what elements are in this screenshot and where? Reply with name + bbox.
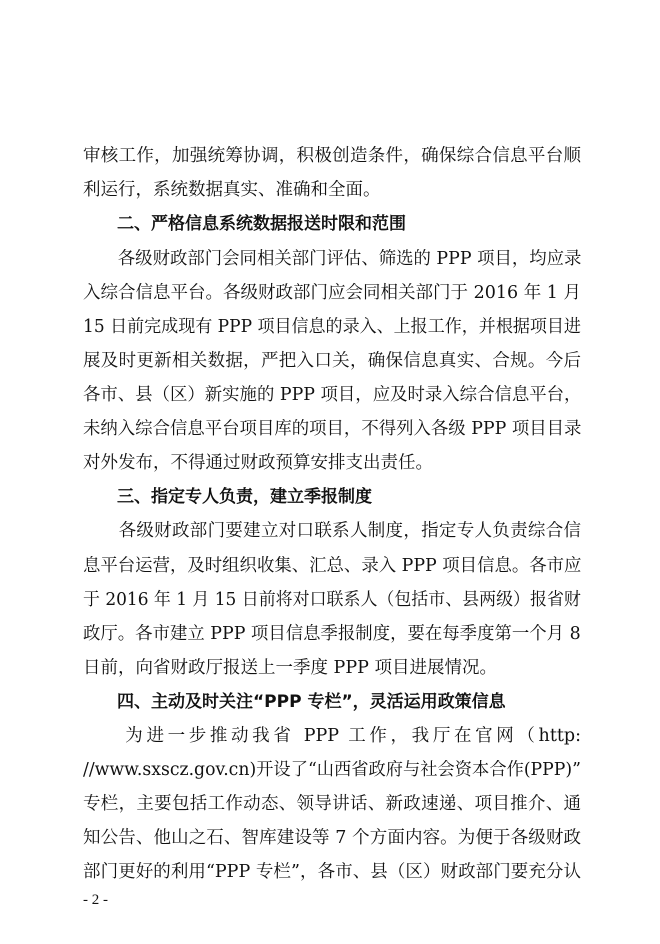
body-text-line: 各市、县（区）新实施的 PPP 项目，应及时录入综合信息平台，	[83, 385, 582, 405]
body-text-line: 入综合信息平台。各级财政部门应会同相关部门于 2016 年 1 月	[83, 283, 581, 303]
body-text-line: 知公告、他山之石、智库建设等 7 个方面内容。为便于各级财政	[83, 828, 581, 848]
body-text-line: 15 日前完成现有 PPP 项目信息的录入、上报工作，并根据项目进	[83, 317, 581, 337]
section-heading-4: 四、主动及时关注“PPP 专栏”，灵活运用政策信息	[83, 692, 506, 712]
body-text-line: 为进一步推动我省 PPP 工作，我厅在官网（http:	[83, 726, 581, 746]
body-text-line: 政厅。各市建立 PPP 项目信息季报制度，要在每季度第一个月 8	[83, 624, 581, 644]
body-text-line: //www.sxscz.gov.cn)开设了“山西省政府与社会资本合作(PPP)”	[83, 760, 581, 780]
body-text-line: 日前，向省财政厅报送上一季度 PPP 项目进展情况。	[83, 658, 497, 678]
section-heading-3: 三、指定专人负责，建立季报制度	[83, 487, 372, 507]
body-text-line: 展及时更新相关数据，严把入口关，确保信息真实、合规。今后	[83, 351, 581, 371]
body-text-line: 利运行，系统数据真实、准确和全面。	[83, 180, 381, 200]
body-text-line: 于 2016 年 1 月 15 日前将对口联系人（包括市、县两级）报省财	[83, 590, 581, 610]
body-text-line: 各级财政部门会同相关部门评估、筛选的 PPP 项目，均应录	[83, 249, 582, 269]
body-text-line: 部门更好的利用“PPP 专栏”，各市、县（区）财政部门要充分认	[83, 862, 581, 882]
section-heading-2: 二、严格信息系统数据报送时限和范围	[83, 214, 406, 234]
body-text-line: 各级财政部门要建立对口联系人制度，指定专人负责综合信	[83, 521, 581, 541]
body-text-line: 未纳入综合信息平台项目库的项目，不得列入各级 PPP 项目目录	[83, 419, 582, 439]
body-text-line: 息平台运营，及时组织收集、汇总、录入 PPP 项目信息。各市应	[83, 556, 582, 576]
page-number: - 2 -	[83, 892, 108, 908]
body-text-line: 对外发布，不得通过财政预算安排支出责任。	[83, 453, 433, 473]
body-text-line: 专栏，主要包括工作动态、领导讲话、新政速递、项目推介、通	[83, 794, 581, 814]
body-text-line: 审核工作，加强统筹协调，积极创造条件，确保综合信息平台顺	[83, 146, 581, 166]
